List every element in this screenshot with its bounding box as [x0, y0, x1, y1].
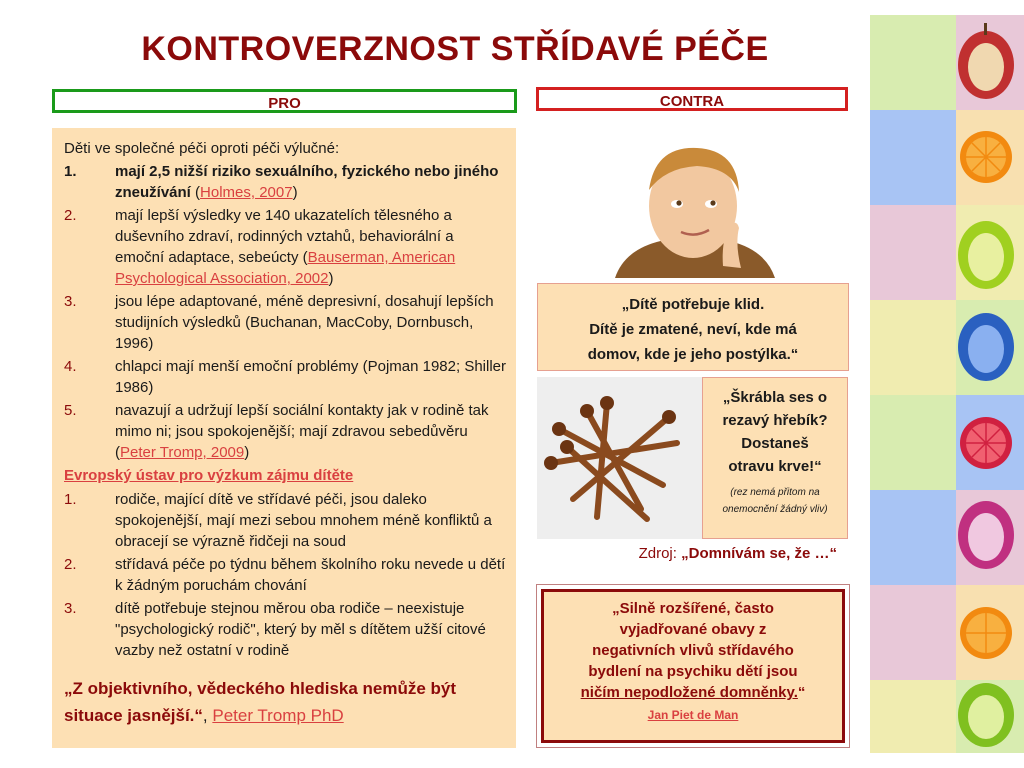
quote-line: bydlení na psychiku dětí jsou	[588, 663, 798, 680]
item-text: navazují a udržují lepší sociální kontakty jak v rodině tak mimo ni; jsou spokojenější; mají zdravou sebedůvěru (	[115, 402, 489, 461]
item-number: 1.	[64, 163, 77, 180]
strip-tile	[870, 395, 956, 490]
list-item	[64, 554, 506, 596]
quote-box-concerns	[541, 589, 845, 743]
rusty-nails-illustration	[537, 377, 702, 539]
quote-line: domov, kde je jeho postýlka.“	[587, 346, 799, 363]
study-list	[64, 161, 506, 463]
quote-line: Dítě je zmatené, neví, kde má	[589, 321, 797, 338]
strip-tile	[870, 110, 956, 205]
item-paren: (	[190, 184, 201, 201]
quote-box-calm	[537, 283, 849, 371]
conclusion-quote	[64, 675, 506, 729]
orange-slice-icon	[960, 131, 1012, 183]
item-paren: )	[292, 184, 298, 201]
quote-box-rusty-nail	[702, 377, 848, 539]
quote-text: „Z objektivního, vědeckého hlediska nemůže být situace jasnější.“	[64, 679, 457, 725]
list-item	[64, 356, 506, 398]
strip-tile	[870, 585, 956, 680]
item-number: 2.	[64, 556, 77, 573]
quote-line: Dostaneš	[741, 435, 809, 452]
orange-slice-icon	[960, 607, 1012, 659]
organization-link[interactable]: Evropský ústav pro výzkum zájmu dítěte	[64, 467, 354, 484]
orange-slice-icon	[960, 417, 1012, 469]
quote-separator: ,	[202, 706, 213, 725]
source-title: „Domnívám se, že …“	[681, 545, 837, 562]
apple-icon	[958, 313, 1014, 381]
reference-link[interactable]: Holmes, 2007	[200, 184, 293, 201]
strip-tile	[870, 300, 956, 395]
item-number: 4.	[64, 358, 77, 375]
apple-icon	[958, 683, 1014, 747]
strip-tile	[870, 205, 956, 300]
quote-box-frame	[536, 584, 850, 748]
item-text: dítě potřebuje stejnou měrou oba rodiče – neexistuje "psychologický rodič", který by měl s dítětem užší citové vazby než ostatní v rodině	[115, 600, 486, 659]
item-paren: )	[328, 270, 334, 287]
item-number: 5.	[64, 402, 77, 419]
list-item	[64, 205, 506, 289]
source-prefix: Zdroj:	[638, 545, 682, 562]
source-label	[537, 545, 837, 562]
quote-underlined: ničím nepodložené domněnky.	[580, 684, 798, 701]
strip-tile	[870, 680, 956, 753]
quote-author-link[interactable]: Jan Piet de Man	[647, 708, 739, 722]
contra-header: CONTRA	[536, 87, 848, 111]
decorative-fruit-strip	[870, 15, 1024, 753]
list-item	[64, 489, 506, 552]
item-text: chlapci mají menší emoční problémy (Pojman 1982; Shiller 1986)	[115, 358, 507, 396]
page-title: KONTROVERZNOST STŘÍDAVÉ PÉČE	[141, 30, 769, 68]
strip-tile	[870, 490, 956, 585]
intro-text: Děti ve společné péči oproti péči výlučné:	[64, 140, 340, 157]
item-text: mají lepší výsledky ve 140 ukazatelích tělesného a duševního zdraví, rodinných vztahů, behaviorální a emoční adaptace, sebeúcty (	[115, 207, 454, 266]
quote-line: vyjadřované obavy z	[619, 621, 767, 638]
list-item	[64, 161, 506, 203]
item-text: jsou lépe adaptované, méně depresivní, dosahují lepších studijních výsledků (Buchanan, MacCoby, Dornbusch, 1996)	[115, 293, 494, 352]
list-item	[64, 400, 506, 463]
strip-tile	[870, 15, 956, 110]
quote-line: „Dítě potřebuje klid.	[621, 296, 765, 313]
item-number: 3.	[64, 600, 77, 617]
apple-icon	[958, 23, 1014, 99]
quote-line: „Škrábla ses o	[722, 389, 828, 406]
item-text: rodiče, mající dítě ve střídavé péči, jsou daleko spokojenější, mají mezi sebou mnohem méně konfliktů a obracejí se výrazně řidčeji na soud	[115, 491, 492, 550]
fruit-icons	[956, 15, 1024, 753]
quote-line: rezavý hřebík?	[722, 412, 828, 429]
org-findings-list	[64, 489, 506, 661]
quote-line: otravu krve!“	[728, 458, 822, 475]
note-line: onemocnění žádný vliv)	[722, 504, 828, 515]
item-number: 3.	[64, 293, 77, 310]
apple-icon	[958, 501, 1014, 569]
list-item	[64, 291, 506, 354]
quote-line	[544, 682, 842, 703]
reference-link[interactable]: Peter Tromp, 2009	[120, 444, 245, 461]
quote-line: negativních vlivů střídavého	[592, 642, 794, 659]
item-text: mají 2,5 nižší riziko sexuálního, fyzického nebo jiného zneužívání	[115, 163, 499, 201]
pro-arguments-panel	[52, 128, 516, 748]
item-paren: )	[244, 444, 250, 461]
apple-icon	[958, 221, 1014, 289]
reference-link[interactable]: Bauserman, American Psychological Association, 2002	[115, 249, 456, 287]
quote-line: „Silně rozšířené, často	[612, 600, 774, 617]
boy-thinking-illustration	[605, 128, 780, 278]
quote-note	[703, 484, 847, 518]
item-number: 1.	[64, 491, 77, 508]
note-line: (rez nemá přitom na	[730, 487, 820, 498]
quote-end: “	[797, 684, 806, 701]
list-item	[64, 598, 506, 661]
item-number: 2.	[64, 207, 77, 224]
pro-header: PRO	[52, 89, 517, 113]
quote-author-link[interactable]: Peter Tromp PhD	[212, 706, 344, 725]
item-text: střídavá péče po týdnu během školního roku nevede u dětí k žádným poruchám chování	[115, 556, 506, 594]
